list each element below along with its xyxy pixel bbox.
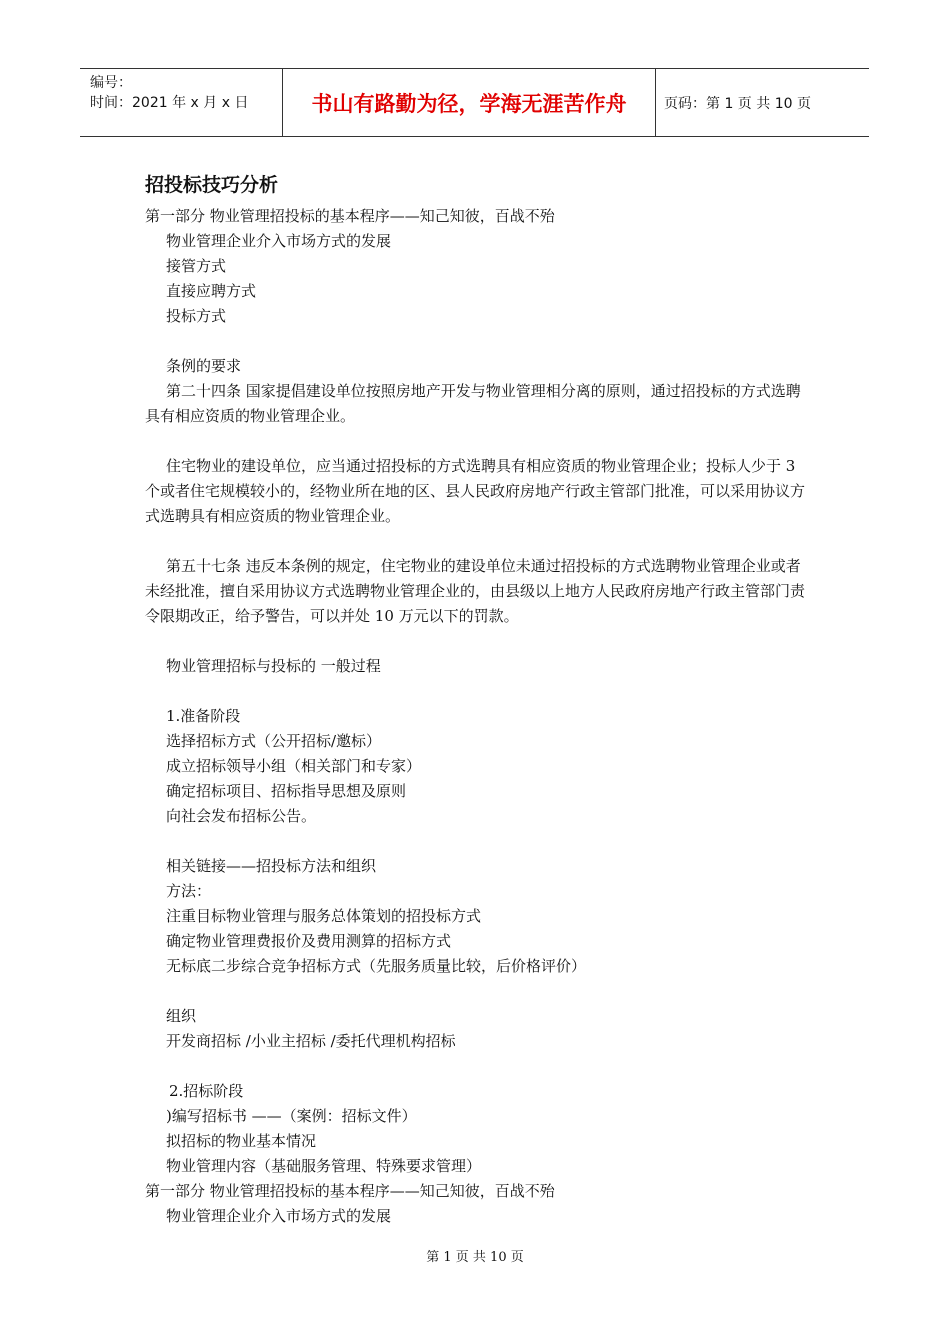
blank-line bbox=[145, 329, 810, 354]
text-line: 1.准备阶段 bbox=[166, 707, 241, 725]
text-line: 无标底二步综合竞争招标方式（先服务质量比较，后价格评价） bbox=[166, 957, 587, 975]
page-footer: 第 1 页 共 10 页 bbox=[426, 1250, 524, 1265]
document-title: 招投标技巧分析 bbox=[145, 174, 279, 196]
document-body bbox=[145, 170, 810, 1229]
document-date-label: 时间：2021 年 x 月 x 日 bbox=[90, 95, 249, 111]
text-line: 第五十七条 违反本条例的规定，住宅物业的建设单位未通过招投标的方式选聘物业管理企业或者未经批准，擅自采用协议方式选聘物业管理企业的，由县级以上地方人民政府房地产行政主管部门责令限期改正，给予警告，可以并处 10 万元以下的罚款。 bbox=[145, 557, 806, 625]
blank-line bbox=[145, 629, 810, 654]
document-number-label: 编号： bbox=[90, 75, 132, 91]
text-line: 相关链接——招投标方法和组织 bbox=[166, 857, 377, 875]
text-line: 向社会发布招标公告。 bbox=[166, 807, 317, 825]
text-line: 物业管理企业介入市场方式的发展 bbox=[166, 1207, 392, 1225]
text-line: 直接应聘方式 bbox=[166, 282, 257, 300]
text-line: 组织 bbox=[166, 1007, 197, 1025]
header-table bbox=[80, 68, 869, 137]
text-line: 物业管理企业介入市场方式的发展 bbox=[166, 232, 392, 250]
text-line: 选择招标方式（公开招标/邀标） bbox=[166, 732, 382, 750]
blank-line bbox=[145, 979, 810, 1004]
text-line: 确定招标项目、招标指导思想及原则 bbox=[166, 782, 407, 800]
text-line: 方法： bbox=[166, 882, 212, 900]
blank-line bbox=[145, 1054, 810, 1079]
blank-line bbox=[145, 429, 810, 454]
text-line: 第一部分 物业管理招投标的基本程序——知己知彼，百战不殆 bbox=[145, 207, 555, 225]
header-motto: 书山有路勤为径，学海无涯苦作舟 bbox=[282, 69, 656, 136]
text-line: 2.招标阶段 bbox=[169, 1082, 244, 1100]
text-line: 第一部分 物业管理招投标的基本程序——知己知彼，百战不殆 bbox=[145, 1182, 555, 1200]
text-line: 投标方式 bbox=[166, 307, 227, 325]
text-line: 物业管理内容（基础服务管理、特殊要求管理） bbox=[166, 1157, 482, 1175]
text-line: 第二十四条 国家提倡建设单位按照房地产开发与物业管理相分离的原则，通过招投标的方式选聘具有相应资质的物业管理企业。 bbox=[145, 382, 801, 425]
text-line: 物业管理招标与投标的 一般过程 bbox=[166, 657, 381, 675]
blank-line bbox=[145, 529, 810, 554]
text-line: 接管方式 bbox=[166, 257, 227, 275]
text-line: 条例的要求 bbox=[166, 357, 242, 375]
header-meta bbox=[80, 69, 282, 136]
blank-line bbox=[145, 679, 810, 704]
text-line: 确定物业管理费报价及费用测算的招标方式 bbox=[166, 932, 452, 950]
text-line: 注重目标物业管理与服务总体策划的招投标方式 bbox=[166, 907, 482, 925]
text-line: 成立招标领导小组（相关部门和专家） bbox=[166, 757, 422, 775]
paragraph-list bbox=[145, 204, 810, 1229]
text-line: 住宅物业的建设单位，应当通过招投标的方式选聘具有相应资质的物业管理企业；投标人少于 3 个或者住宅规模较小的，经物业所在地的区、县人民政府房地产行政主管部门批准，可以采用协议方式选聘具有相应资质的物业管理企业。 bbox=[145, 457, 806, 525]
blank-line bbox=[145, 829, 810, 854]
text-line: 开发商招标 /小业主招标 /委托代理机构招标 bbox=[166, 1032, 456, 1050]
text-line: 拟招标的物业基本情况 bbox=[166, 1132, 317, 1150]
header-page-info: 页码：第 1 页 共 10 页 bbox=[664, 95, 811, 112]
text-line: )编写招标书 ——（案例：招标文件） bbox=[166, 1107, 417, 1125]
